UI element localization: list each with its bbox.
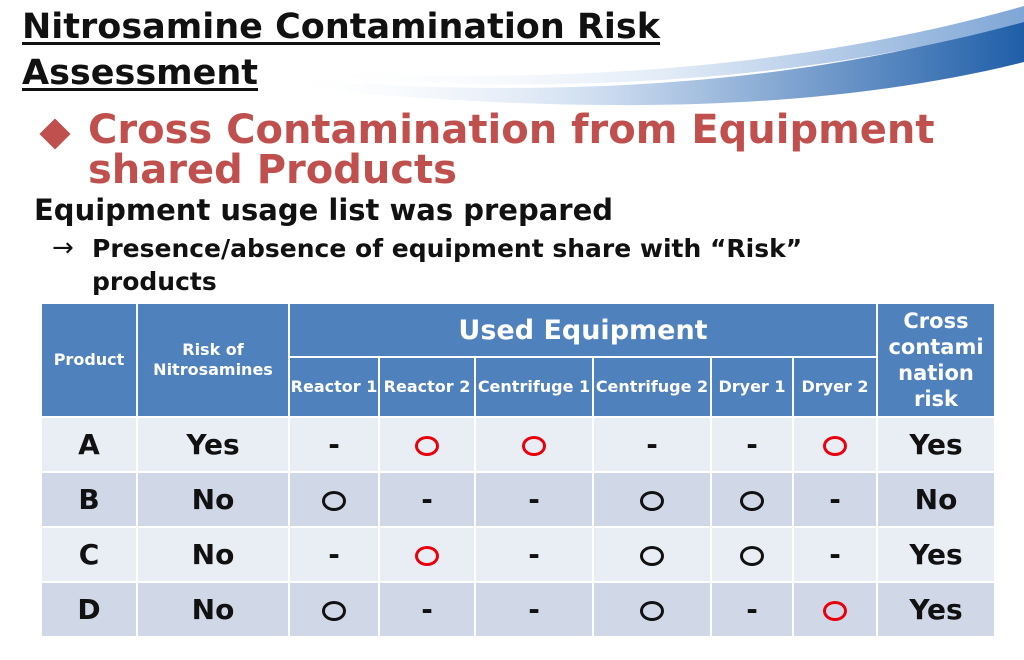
not-used-dash: - bbox=[646, 428, 658, 461]
header-equipment: Centrifuge 1 bbox=[475, 357, 593, 417]
header-risk-of-nitrosamines: Risk of Nitrosamines bbox=[137, 303, 289, 417]
product-cell: A bbox=[41, 417, 137, 472]
equipment-usage-cell bbox=[475, 527, 593, 582]
header-equipment: Reactor 2 bbox=[379, 357, 475, 417]
cross-contamination-cell: Yes bbox=[877, 417, 995, 472]
header-product: Product bbox=[41, 303, 137, 417]
right-arrow-icon: → bbox=[52, 233, 74, 263]
equipment-usage-cell bbox=[711, 527, 793, 582]
not-used-dash: - bbox=[528, 593, 540, 626]
equipment-usage-cell bbox=[711, 582, 793, 637]
risk-table bbox=[40, 302, 996, 638]
header-used-equipment: Used Equipment bbox=[289, 303, 877, 357]
equipment-usage-cell bbox=[793, 582, 877, 637]
equipment-usage-cell bbox=[475, 472, 593, 527]
equipment-usage-cell bbox=[593, 527, 711, 582]
product-cell: C bbox=[41, 527, 137, 582]
equipment-usage-cell bbox=[289, 582, 379, 637]
subtitle-block bbox=[38, 107, 998, 193]
not-used-dash: - bbox=[328, 428, 340, 461]
cross-contamination-cell: No bbox=[877, 472, 995, 527]
used-circle-icon bbox=[322, 491, 346, 511]
table-body bbox=[41, 417, 995, 637]
slide-subtitle: Cross Contamination from Equipment shared Products bbox=[88, 107, 935, 193]
not-used-dash: - bbox=[528, 538, 540, 571]
risk-cell: No bbox=[137, 472, 289, 527]
not-used-dash: - bbox=[746, 428, 758, 461]
risk-cell: No bbox=[137, 582, 289, 637]
used-circle-icon bbox=[640, 601, 664, 621]
equipment-usage-cell bbox=[289, 417, 379, 472]
not-used-dash: - bbox=[746, 593, 758, 626]
used-circle-icon bbox=[415, 546, 439, 566]
used-circle-icon bbox=[640, 546, 664, 566]
not-used-dash: - bbox=[421, 483, 433, 516]
arrow-bullet-row bbox=[52, 232, 912, 298]
used-circle-icon bbox=[522, 436, 546, 456]
used-circle-icon bbox=[640, 491, 664, 511]
table-row bbox=[41, 417, 995, 472]
equipment-usage-cell bbox=[793, 417, 877, 472]
product-cell: D bbox=[41, 582, 137, 637]
used-circle-icon bbox=[740, 491, 764, 511]
cross-contamination-cell: Yes bbox=[877, 582, 995, 637]
table-row bbox=[41, 472, 995, 527]
presence-absence-statement: Presence/absence of equipment share with “Risk” products bbox=[92, 234, 803, 296]
used-circle-icon bbox=[415, 436, 439, 456]
risk-cell: Yes bbox=[137, 417, 289, 472]
equipment-usage-cell bbox=[711, 472, 793, 527]
equipment-usage-cell bbox=[793, 472, 877, 527]
equipment-usage-cell bbox=[593, 582, 711, 637]
used-circle-icon bbox=[740, 546, 764, 566]
slide-title: Nitrosamine Contamination Risk Assessment bbox=[22, 7, 661, 93]
equipment-list-statement: Equipment usage list was prepared bbox=[34, 193, 614, 227]
equipment-usage-cell bbox=[475, 417, 593, 472]
not-used-dash: - bbox=[829, 538, 841, 571]
header-equipment: Centrifuge 2 bbox=[593, 357, 711, 417]
equipment-usage-cell bbox=[593, 472, 711, 527]
diamond-bullet-icon bbox=[39, 118, 70, 149]
not-used-dash: - bbox=[528, 483, 540, 516]
equipment-usage-cell bbox=[289, 472, 379, 527]
header-equipment: Dryer 2 bbox=[793, 357, 877, 417]
not-used-dash: - bbox=[829, 483, 841, 516]
used-circle-icon bbox=[322, 601, 346, 621]
equipment-usage-cell bbox=[475, 582, 593, 637]
equipment-usage-cell bbox=[711, 417, 793, 472]
equipment-usage-cell bbox=[379, 417, 475, 472]
cross-contamination-cell: Yes bbox=[877, 527, 995, 582]
equipment-usage-cell bbox=[289, 527, 379, 582]
equipment-usage-cell bbox=[379, 582, 475, 637]
equipment-usage-cell bbox=[793, 527, 877, 582]
risk-cell: No bbox=[137, 527, 289, 582]
header-equipment: Reactor 1 bbox=[289, 357, 379, 417]
equipment-usage-cell bbox=[593, 417, 711, 472]
product-cell: B bbox=[41, 472, 137, 527]
equipment-usage-cell bbox=[379, 527, 475, 582]
table-row bbox=[41, 527, 995, 582]
used-circle-icon bbox=[823, 436, 847, 456]
header-equipment: Dryer 1 bbox=[711, 357, 793, 417]
used-circle-icon bbox=[823, 601, 847, 621]
header-cross-contamination-risk: Cross contami nation risk bbox=[877, 303, 995, 417]
equipment-usage-cell bbox=[379, 472, 475, 527]
not-used-dash: - bbox=[421, 593, 433, 626]
table-row bbox=[41, 582, 995, 637]
not-used-dash: - bbox=[328, 538, 340, 571]
